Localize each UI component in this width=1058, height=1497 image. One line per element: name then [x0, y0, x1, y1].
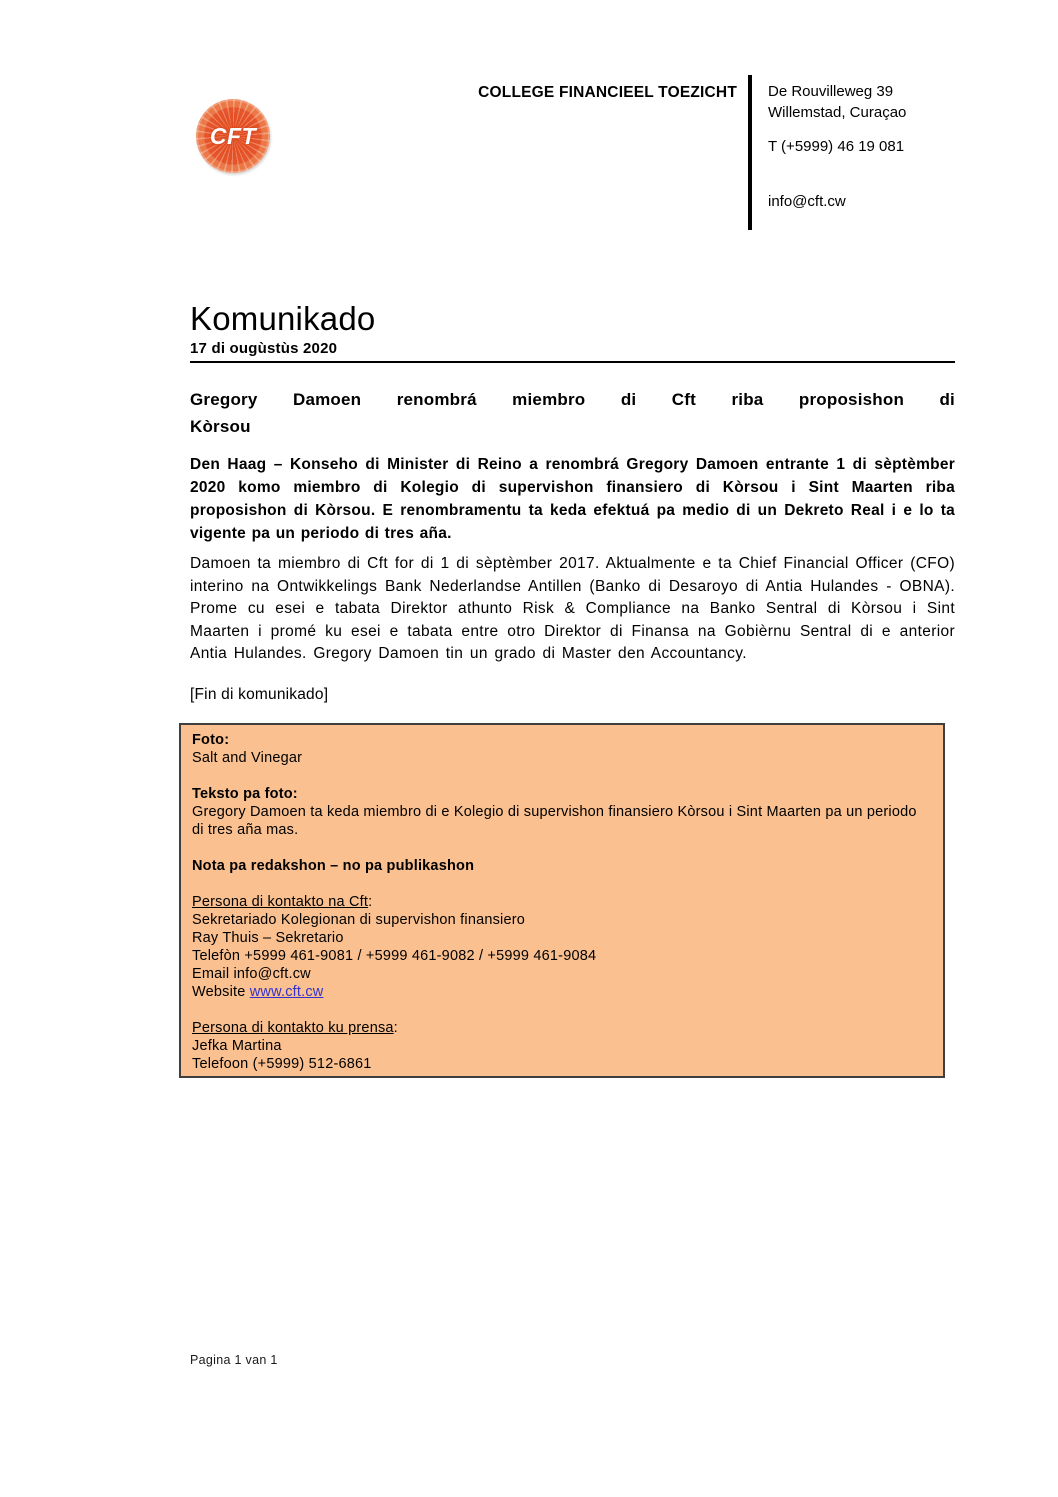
contact-cft-heading-text: Persona di kontakto na Cft [192, 894, 369, 910]
headline-line-1: Gregory Damoen renombrá miembro di Cft riba proposishon di [190, 390, 955, 409]
org-name: COLLEGE FINANCIEEL TOEZICHT [478, 84, 737, 101]
header-address-block [768, 81, 988, 212]
contact-cft-website-line [192, 983, 929, 1001]
contact-press-heading-colon: : [393, 1020, 398, 1036]
article-headline [190, 386, 955, 440]
nota-pa-redakshon-label: Nota pa redakshon – no pa publikashon [192, 858, 475, 874]
header-phone: T (+5999) 46 19 081 [768, 138, 905, 155]
title-rule [190, 361, 955, 363]
header-divider [748, 75, 752, 230]
document-date: 17 di ougùstùs 2020 [190, 340, 338, 357]
contact-press-name: Jefka Martina [192, 1038, 282, 1054]
headline-line-2: Kòrsou [190, 417, 251, 436]
editor-note-box [179, 723, 945, 1078]
contact-press-phone: Telefoon (+5999) 512-6861 [192, 1056, 372, 1072]
teksto-pa-foto-value: Gregory Damoen ta keda miembro di e Kolegio di supervishon finansiero Kòrsou i Sint Maarten pa un periodo di tres aña mas. [192, 804, 917, 838]
end-of-release-note: [Fin di komunikado] [190, 686, 329, 703]
contact-cft-heading-colon: : [368, 894, 373, 910]
contact-cft-email-line [192, 965, 929, 983]
contact-cft-email-value: info@cft.cw [233, 966, 311, 982]
contact-press-heading-text: Persona di kontakto ku prensa [192, 1020, 394, 1036]
contact-cft-website-label: Website [192, 984, 250, 1000]
contact-cft-heading [192, 893, 929, 911]
foto-label: Foto: [192, 732, 230, 748]
page-number: Pagina 1 van 1 [190, 1353, 278, 1367]
cft-logo-text: CFT [209, 122, 257, 149]
contact-cft-secretariat: Sekretariado Kolegionan di supervishon finansiero [192, 912, 526, 928]
header-email: info@cft.cw [768, 193, 846, 210]
cft-logo [196, 99, 270, 173]
contact-cft-secretary: Ray Thuis – Sekretario [192, 930, 344, 946]
address-line-1: De Rouvilleweg 39 [768, 83, 894, 100]
teksto-pa-foto-label: Teksto pa foto: [192, 786, 298, 802]
website-link[interactable]: www.cft.cw [249, 984, 324, 1000]
contact-press-heading [192, 1019, 929, 1037]
contact-cft-email-label: Email [192, 966, 234, 982]
address-line-2: Willemstad, Curaçao [768, 104, 907, 121]
foto-value: Salt and Vinegar [192, 750, 303, 766]
lead-paragraph: Den Haag – Konseho di Minister di Reino a renombrá Gregory Damoen entrante 1 di sèptèmber 2020 komo miembro di Kolegio di supervishon finansiero di Kòrsou i Sint Maarten riba proposishon di Kòrsou. E renombramentu ta keda efektuá pa medio di un Dekreto Real i e lo ta vigente pa un periodo di tres aña. [190, 456, 955, 542]
body-paragraph: Damoen ta miembro di Cft for di 1 di sèptèmber 2017. Aktualmente e ta Chief Financial Officer (CFO) interino na Ontwikkelings Bank Nederlandse Antillen (Banko di Desaroyo di Antia Hulandes - OBNA). Prome cu esei e tabata Direktor athunto Risk & Compliance na Banko Sentral di Kòrsou i Sint Maarten i promé ku esei e tabata entre otro Direktor di Finansa na Gobièrnu Sentral di e anterior Antia Hulandes. Gregory Damoen tin un grado di Master den Accountancy. [190, 555, 955, 662]
contact-cft-phones: Telefòn +5999 461-9081 / +5999 461-9082 / +5999 461-9084 [192, 948, 597, 964]
page-title: Komunikado [190, 300, 376, 337]
